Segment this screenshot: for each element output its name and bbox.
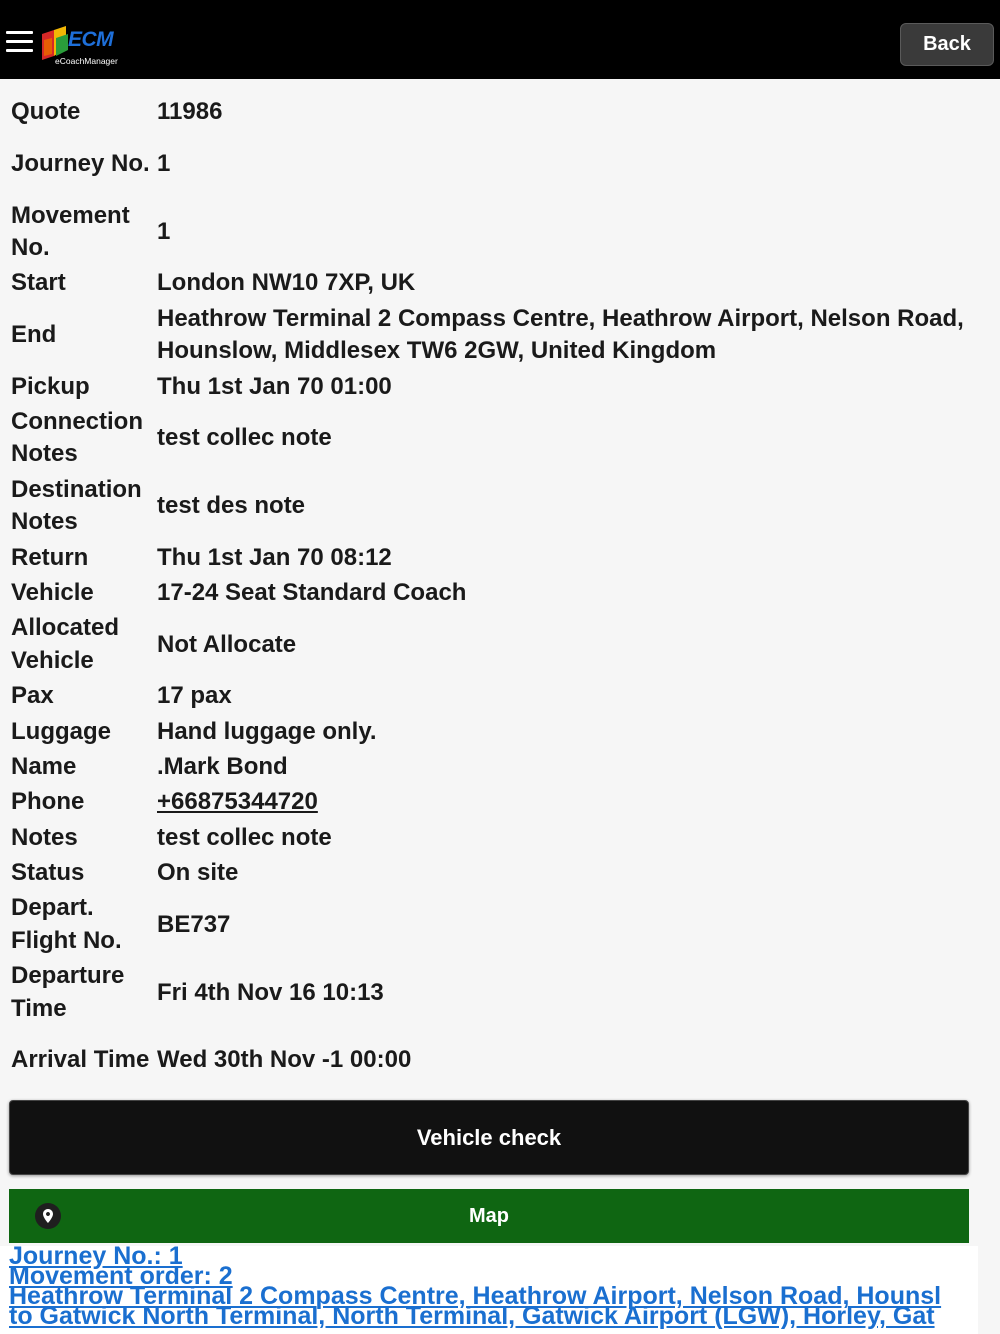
detail-row-destination-notes	[11, 472, 991, 540]
detail-value: Thu 1st Jan 70 08:12	[157, 543, 392, 571]
detail-label: Name	[11, 752, 77, 780]
ecm-logo	[40, 26, 122, 68]
detail-row-depart-flight-no	[11, 891, 991, 959]
map-button-label: Map	[469, 1204, 509, 1227]
detail-label: Destination Notes	[11, 475, 142, 536]
detail-row-connection-notes	[11, 405, 991, 473]
detail-row-luggage	[11, 714, 991, 749]
vehicle-check-button[interactable]: Vehicle check	[9, 1100, 969, 1175]
detail-row-name	[11, 750, 991, 785]
detail-value-container	[157, 786, 991, 819]
logo-subtitle: eCoachManager	[55, 56, 118, 66]
detail-value: Thu 1st Jan 70 01:00	[157, 372, 392, 400]
detail-row-phone	[11, 785, 991, 820]
detail-row-pax	[11, 679, 991, 714]
menu-icon[interactable]	[6, 31, 34, 59]
detail-value: test des note	[157, 492, 306, 519]
detail-row-allocated-vehicle	[11, 611, 991, 679]
detail-row-departure-time	[11, 959, 991, 1027]
detail-value: 1	[157, 150, 171, 178]
map-button[interactable]	[9, 1189, 969, 1243]
detail-value: 17 pax	[157, 682, 232, 710]
detail-label: Luggage	[11, 717, 111, 745]
detail-label: Return	[11, 543, 89, 571]
detail-value: London NW10 7XP, UK	[157, 269, 416, 297]
detail-label: End	[11, 321, 57, 349]
detail-row-end	[11, 301, 991, 369]
top-bar	[0, 0, 1000, 79]
logo-text: ECM	[68, 28, 114, 51]
detail-label: Movement No.	[11, 201, 130, 262]
detail-value: Wed 30th Nov -1 00:00	[157, 1046, 412, 1074]
detail-value: BE737	[157, 910, 231, 938]
detail-label: Start	[11, 269, 66, 297]
next-movement-links	[0, 1246, 978, 1334]
detail-label: Journey No.	[11, 150, 150, 178]
detail-value: On site	[157, 859, 239, 887]
detail-value: 1	[157, 217, 171, 245]
detail-label: Pax	[11, 682, 54, 710]
map-marker-icon	[35, 1203, 61, 1229]
detail-row-arrival-time	[11, 1027, 991, 1095]
detail-label: Departure Time	[11, 962, 125, 1022]
detail-value: Hand luggage only.	[157, 717, 377, 745]
detail-value: .Mark Bond	[157, 752, 288, 780]
detail-row-status	[11, 856, 991, 891]
detail-label: Depart. Flight No.	[11, 894, 122, 954]
detail-label: Status	[11, 859, 85, 887]
detail-label: Arrival Time	[11, 1046, 150, 1074]
detail-value: Heathrow Terminal 2 Compass Centre, Heathrow Airport, Nelson Road, Hounslow, Middlesex TW6 2GW, United Kingdom	[157, 304, 964, 365]
detail-value: 11986	[157, 98, 223, 126]
detail-value: Not Allocate	[157, 630, 297, 658]
detail-label: Vehicle	[11, 578, 94, 606]
detail-value: test collec note	[157, 424, 332, 452]
detail-row-movement-no	[11, 198, 991, 266]
detail-row-notes	[11, 820, 991, 855]
detail-value: Fri 4th Nov 16 10:13	[157, 978, 384, 1006]
movement-order-link[interactable]: Movement order: 2	[9, 1262, 233, 1290]
detail-row-start	[11, 266, 991, 301]
detail-value: 17-24 Seat Standard Coach	[157, 578, 467, 606]
detail-row-vehicle	[11, 576, 991, 611]
movement-to-link[interactable]: to Gatwick North Terminal, North Terminal, Gatwick Airport (LGW), Horley, Gat	[9, 1302, 935, 1330]
movement-details	[11, 95, 991, 1094]
detail-value: test collec note	[157, 823, 332, 851]
detail-label: Quote	[11, 98, 81, 126]
detail-label: Pickup	[11, 372, 90, 400]
movement-from-link[interactable]: Heathrow Terminal 2 Compass Centre, Heathrow Airport, Nelson Road, Hounsl	[9, 1282, 942, 1310]
detail-label: Connection Notes	[11, 407, 143, 468]
detail-row-quote	[11, 95, 991, 130]
detail-label: Notes	[11, 823, 78, 851]
phone-link[interactable]: +66875344720	[157, 788, 318, 816]
detail-row-journey-no	[11, 130, 991, 198]
detail-label: Phone	[11, 788, 85, 816]
detail-row-return	[11, 540, 991, 575]
back-button[interactable]: Back	[900, 23, 994, 66]
detail-row-pickup	[11, 369, 991, 404]
journey-no-link[interactable]: Journey No.: 1	[9, 1246, 183, 1270]
detail-label: Allocated Vehicle	[11, 614, 120, 674]
